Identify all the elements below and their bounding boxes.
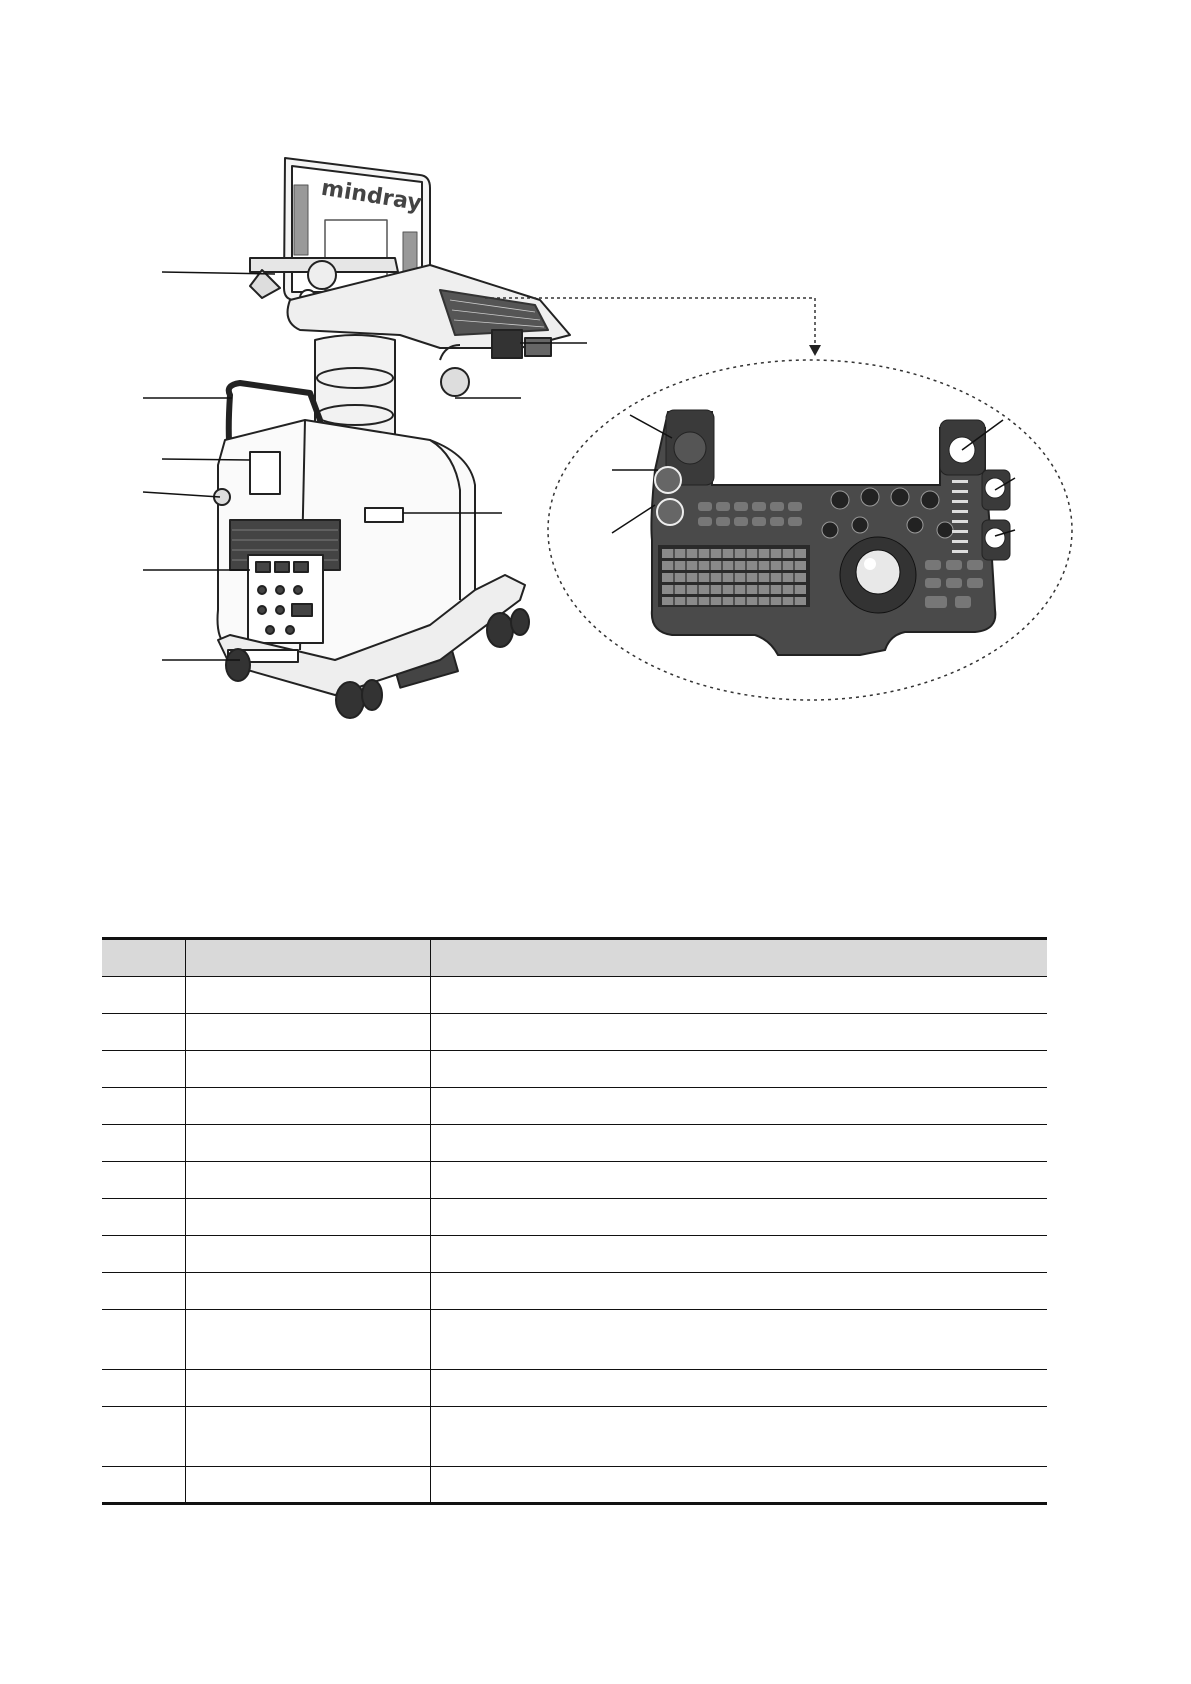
- table-cell: [430, 1014, 1047, 1051]
- control-panel-detail: [651, 410, 1010, 655]
- table-cell: [185, 1370, 430, 1407]
- table-cell: [102, 1467, 185, 1504]
- ultrasound-system-figure: [0, 0, 1191, 760]
- table-cell: [430, 977, 1047, 1014]
- front-handle: [250, 452, 280, 494]
- probe-cup-left-2: [657, 499, 683, 525]
- table-row: [102, 1051, 1047, 1088]
- table-cell: [430, 1162, 1047, 1199]
- ultrasound-main-unit: [214, 158, 570, 718]
- table-cell: [102, 1407, 185, 1467]
- table-cell: [430, 1088, 1047, 1125]
- table-row: [102, 1162, 1047, 1199]
- probe-cup-right-3: [985, 528, 1005, 548]
- table-row: [102, 1236, 1047, 1273]
- table-cell: [185, 1199, 430, 1236]
- column-header-name: [185, 939, 430, 977]
- io-panel: [248, 555, 323, 643]
- probe-cup-left-1: [655, 467, 681, 493]
- table-row: [102, 1014, 1047, 1051]
- table-cell: [102, 1088, 185, 1125]
- table-cell: [102, 1199, 185, 1236]
- monitor-brand-logo: mindray: [319, 175, 424, 217]
- table-cell: [102, 1236, 185, 1273]
- table-row: [102, 1370, 1047, 1407]
- table-cell: [430, 1310, 1047, 1370]
- table-row: [102, 1467, 1047, 1504]
- detail-pointer-arrow: [809, 345, 821, 356]
- table-row: [102, 1407, 1047, 1467]
- table-cell: [185, 1014, 430, 1051]
- table-row: [102, 1310, 1047, 1370]
- table-row: [102, 977, 1047, 1014]
- table-cell: [185, 1162, 430, 1199]
- table-cell: [430, 1199, 1047, 1236]
- table-row: [102, 1125, 1047, 1162]
- table-cell: [102, 1370, 185, 1407]
- table-cell: [185, 1051, 430, 1088]
- probe-cup-right-2: [985, 478, 1005, 498]
- column-header-function: [430, 939, 1047, 977]
- table-cell: [430, 1467, 1047, 1504]
- table-cell: [185, 1236, 430, 1273]
- table-cell: [185, 1310, 430, 1370]
- table-cell: [430, 1273, 1047, 1310]
- table-cell: [102, 977, 185, 1014]
- table-cell: [102, 1051, 185, 1088]
- table-cell: [185, 977, 430, 1014]
- trackball: [856, 550, 900, 594]
- gel-holder: [440, 345, 469, 396]
- table-cell: [185, 1407, 430, 1467]
- table-cell: [430, 1370, 1047, 1407]
- side-handle-slot: [365, 508, 403, 522]
- table-cell: [102, 1125, 185, 1162]
- table-row: [102, 1273, 1047, 1310]
- table-cell: [185, 1125, 430, 1162]
- table-row: [102, 1088, 1047, 1125]
- table-row: [102, 1199, 1047, 1236]
- table-cell: [102, 1162, 185, 1199]
- table-cell: [430, 1236, 1047, 1273]
- table-cell: [185, 1273, 430, 1310]
- table-cell: [430, 1407, 1047, 1467]
- table-cell: [185, 1467, 430, 1504]
- table-cell: [102, 1310, 185, 1370]
- table-header-row: [102, 939, 1047, 977]
- table-cell: [430, 1051, 1047, 1088]
- table-cell: [102, 1273, 185, 1310]
- component-table: [102, 937, 1047, 1505]
- table-cell: [185, 1088, 430, 1125]
- column-header-no: [102, 939, 185, 977]
- table-cell: [102, 1014, 185, 1051]
- table-cell: [430, 1125, 1047, 1162]
